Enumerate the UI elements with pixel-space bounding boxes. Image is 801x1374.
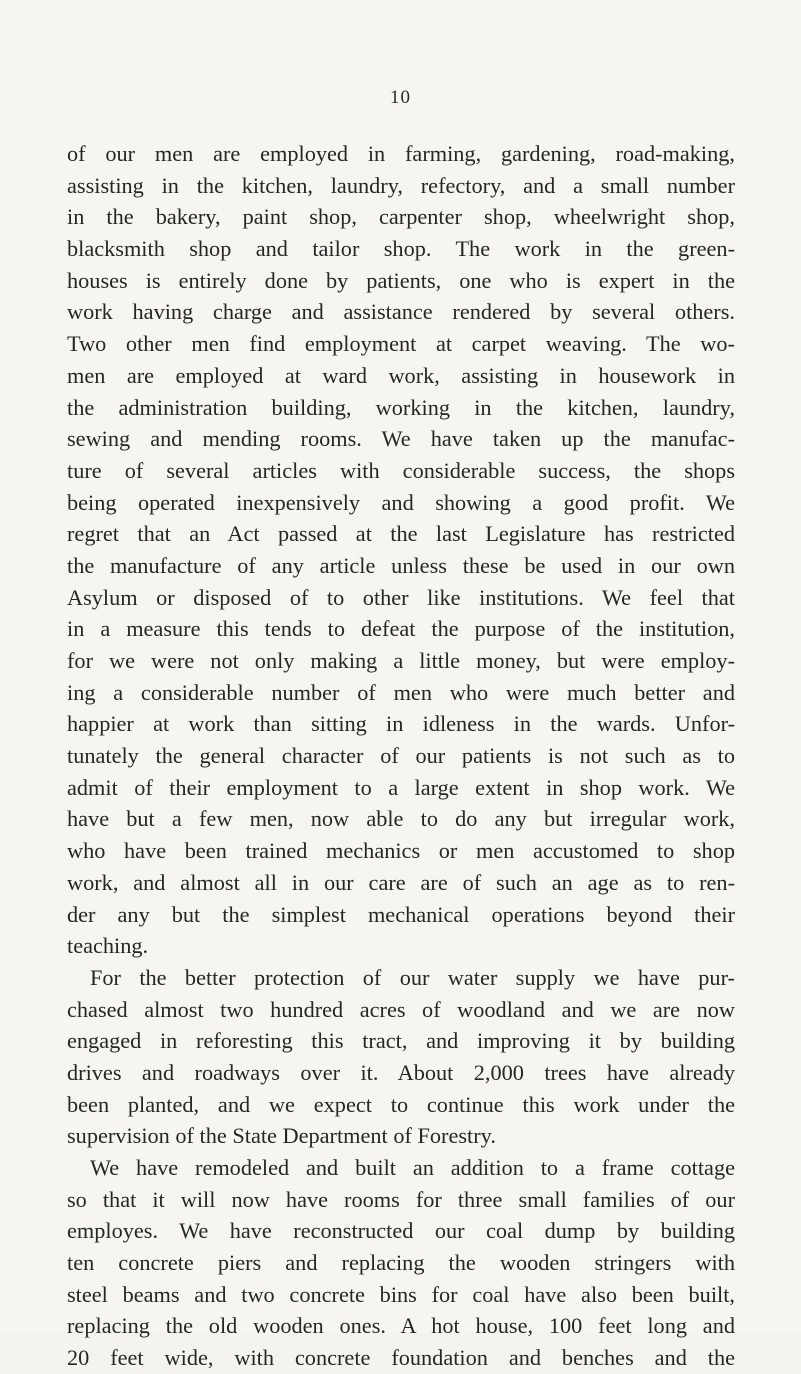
text-line: blacksmith shop and tailor shop. The work in the green- <box>67 236 735 262</box>
text-line: the manufacture of any article unless these be used in our own <box>67 552 735 578</box>
text-line: who have been trained mechanics or men accustomed to shop <box>67 838 735 864</box>
text-line: men are employed at ward work, assisting in housework in <box>67 362 735 388</box>
text-line: being operated inexpensively and showing a good profit. We <box>67 489 735 515</box>
text-line: ten concrete piers and replacing the wooden stringers with <box>67 1250 735 1276</box>
text-line: Two other men find employment at carpet weaving. The wo- <box>67 331 735 357</box>
text-line: 20 feet wide, with concrete foundation and benches and the <box>67 1345 735 1371</box>
text-line: replacing the old wooden ones. A hot house, 100 feet long and <box>67 1313 735 1339</box>
text-line: employes. We have reconstructed our coal dump by building <box>67 1218 735 1244</box>
text-line: ture of several articles with considerable success, the shops <box>67 457 735 483</box>
text-line: teaching. <box>67 933 149 959</box>
text-line: in a measure this tends to defeat the purpose of the institution, <box>67 616 735 642</box>
text-line: of our men are employed in farming, gardening, road-making, <box>67 141 735 166</box>
text-line: so that it will now have rooms for three small families of our <box>67 1186 735 1212</box>
paragraph-3 <box>67 1152 735 1374</box>
text-line: in the bakery, paint shop, carpenter shop, wheelwright shop, <box>67 204 735 230</box>
text-line: been planted, and we expect to continue this work under the <box>67 1091 735 1117</box>
text-line: For the better protection of our water supply we have pur- <box>90 964 735 990</box>
text-line: sewing and mending rooms. We have taken up the manufac- <box>67 426 735 452</box>
text-line: supervision of the State Department of Forestry. <box>67 1123 496 1149</box>
text-line: happier at work than sitting in idleness in the wards. Unfor- <box>67 711 735 737</box>
text-line: work, and almost all in our care are of such an age as to ren- <box>67 869 735 895</box>
text-line: der any but the simplest mechanical operations beyond their <box>67 901 735 927</box>
paragraph-1 <box>67 138 735 962</box>
body-text <box>67 138 735 1374</box>
text-line: regret that an Act passed at the last Legislature has restricted <box>67 521 735 547</box>
text-line: engaged in reforesting this tract, and improving it by building <box>67 1028 735 1054</box>
text-line: steel beams and two concrete bins for coal have also been built, <box>67 1281 735 1307</box>
text-line: tunately the general character of our patients is not such as to <box>67 743 735 769</box>
text-line: admit of their employment to a large extent in shop work. We <box>67 774 735 800</box>
text-line: have but a few men, now able to do any but irregular work, <box>67 806 735 832</box>
text-line: We have remodeled and built an addition to a frame cottage <box>90 1155 735 1180</box>
text-line: assisting in the kitchen, laundry, refectory, and a small number <box>67 172 735 198</box>
text-line: work having charge and assistance rendered by several others. <box>67 299 735 325</box>
text-line: drives and roadways over it. About 2,000 trees have already <box>67 1059 735 1085</box>
text-line: ing a considerable number of men who were much better and <box>67 679 735 705</box>
text-line: chased almost two hundred acres of woodland and we are now <box>67 996 735 1022</box>
text-line: houses is entirely done by patients, one who is expert in the <box>67 267 735 293</box>
text-line: the administration building, working in the kitchen, laundry, <box>67 394 735 420</box>
page-number: 10 <box>390 87 411 108</box>
paragraph-2 <box>67 962 735 1152</box>
text-line: Asylum or disposed of to other like institutions. We feel that <box>67 584 735 610</box>
text-line: for we were not only making a little money, but were employ- <box>67 648 735 673</box>
